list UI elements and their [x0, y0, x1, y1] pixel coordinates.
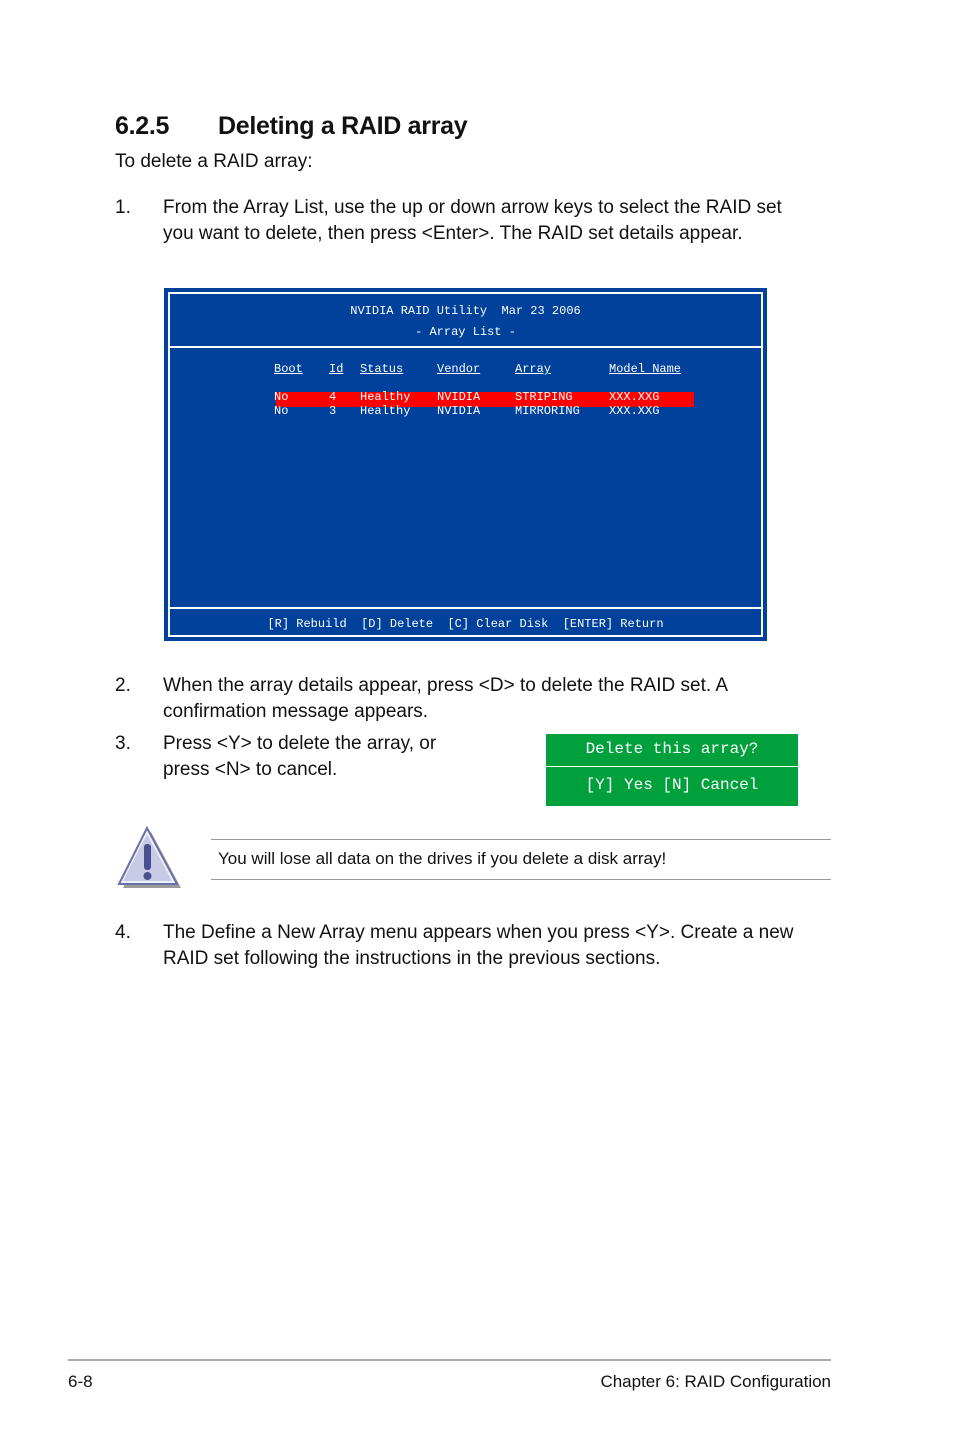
dialog-options[interactable]: [Y] Yes [N] Cancel — [585, 776, 759, 794]
col-vendor: Vendor — [437, 362, 481, 376]
section-title: Deleting a RAID array — [218, 112, 468, 140]
col-boot: Boot — [274, 362, 303, 376]
step-2 — [0, 673, 954, 725]
cell-status: Healthy — [360, 390, 411, 404]
footer-divider — [170, 607, 761, 609]
col-array: Array — [515, 362, 552, 376]
section-heading — [115, 112, 467, 141]
cell-boot: No — [274, 390, 289, 404]
header-divider — [170, 346, 761, 348]
page-number: 6-8 — [68, 1372, 93, 1391]
note-bottom-rule — [211, 879, 831, 880]
utility-subtitle: - Array List - — [415, 325, 516, 339]
cell-status: Healthy — [360, 404, 411, 418]
step-1 — [0, 195, 954, 247]
col-status: Status — [360, 362, 404, 376]
step-text-line: you want to delete, then press <Enter>. The RAID set details appear. — [163, 223, 743, 244]
col-id: Id — [329, 362, 344, 376]
note-top-rule — [211, 839, 831, 840]
key-hints: [R] Rebuild [D] Delete [C] Clear Disk [ENTER] Return — [267, 617, 664, 631]
step-number: 2. — [115, 675, 131, 696]
step-text-line: From the Array List, use the up or down arrow keys to select the RAID set — [163, 197, 782, 218]
step-4 — [0, 920, 954, 972]
step-number: 4. — [115, 922, 131, 943]
cell-model: XXX.XXG — [609, 404, 660, 418]
col-model-name: Model Name — [609, 362, 682, 376]
step-text-line: confirmation message appears. — [163, 701, 429, 722]
footer-rule — [68, 1359, 831, 1361]
step-number: 3. — [115, 733, 131, 754]
cell-id: 4 — [329, 390, 337, 404]
cell-array: MIRRORING — [515, 404, 580, 418]
section-number: 6.2.5 — [115, 112, 170, 140]
cell-vendor: NVIDIA — [437, 404, 481, 418]
utility-title: NVIDIA RAID Utility Mar 23 2006 — [350, 304, 581, 318]
step-text-line: press <N> to cancel. — [163, 759, 338, 780]
warning-text: You will lose all data on the drives if you delete a disk array! — [218, 849, 667, 868]
dialog-divider — [546, 766, 798, 767]
raid-utility-screen — [164, 288, 767, 641]
cell-boot: No — [274, 404, 289, 418]
intro-text: To delete a RAID array: — [115, 151, 313, 172]
warning-icon — [115, 826, 183, 892]
step-text-line: RAID set following the instructions in the previous sections. — [163, 948, 661, 969]
step-text-line: The Define a New Array menu appears when you press <Y>. Create a new — [163, 922, 794, 943]
chapter-title: Chapter 6: RAID Configuration — [600, 1372, 831, 1391]
delete-confirm-dialog — [546, 734, 798, 806]
step-3 — [0, 731, 520, 783]
dialog-question: Delete this array? — [585, 740, 759, 758]
step-number: 1. — [115, 197, 131, 218]
cell-id: 3 — [329, 404, 337, 418]
cell-vendor: NVIDIA — [437, 390, 481, 404]
step-text-line: Press <Y> to delete the array, or — [163, 733, 437, 754]
cell-model: XXX.XXG — [609, 390, 660, 404]
cell-array: STRIPING — [515, 390, 573, 404]
screen-frame — [168, 292, 763, 637]
step-text-line: When the array details appear, press <D> to delete the RAID set. A — [163, 675, 729, 696]
